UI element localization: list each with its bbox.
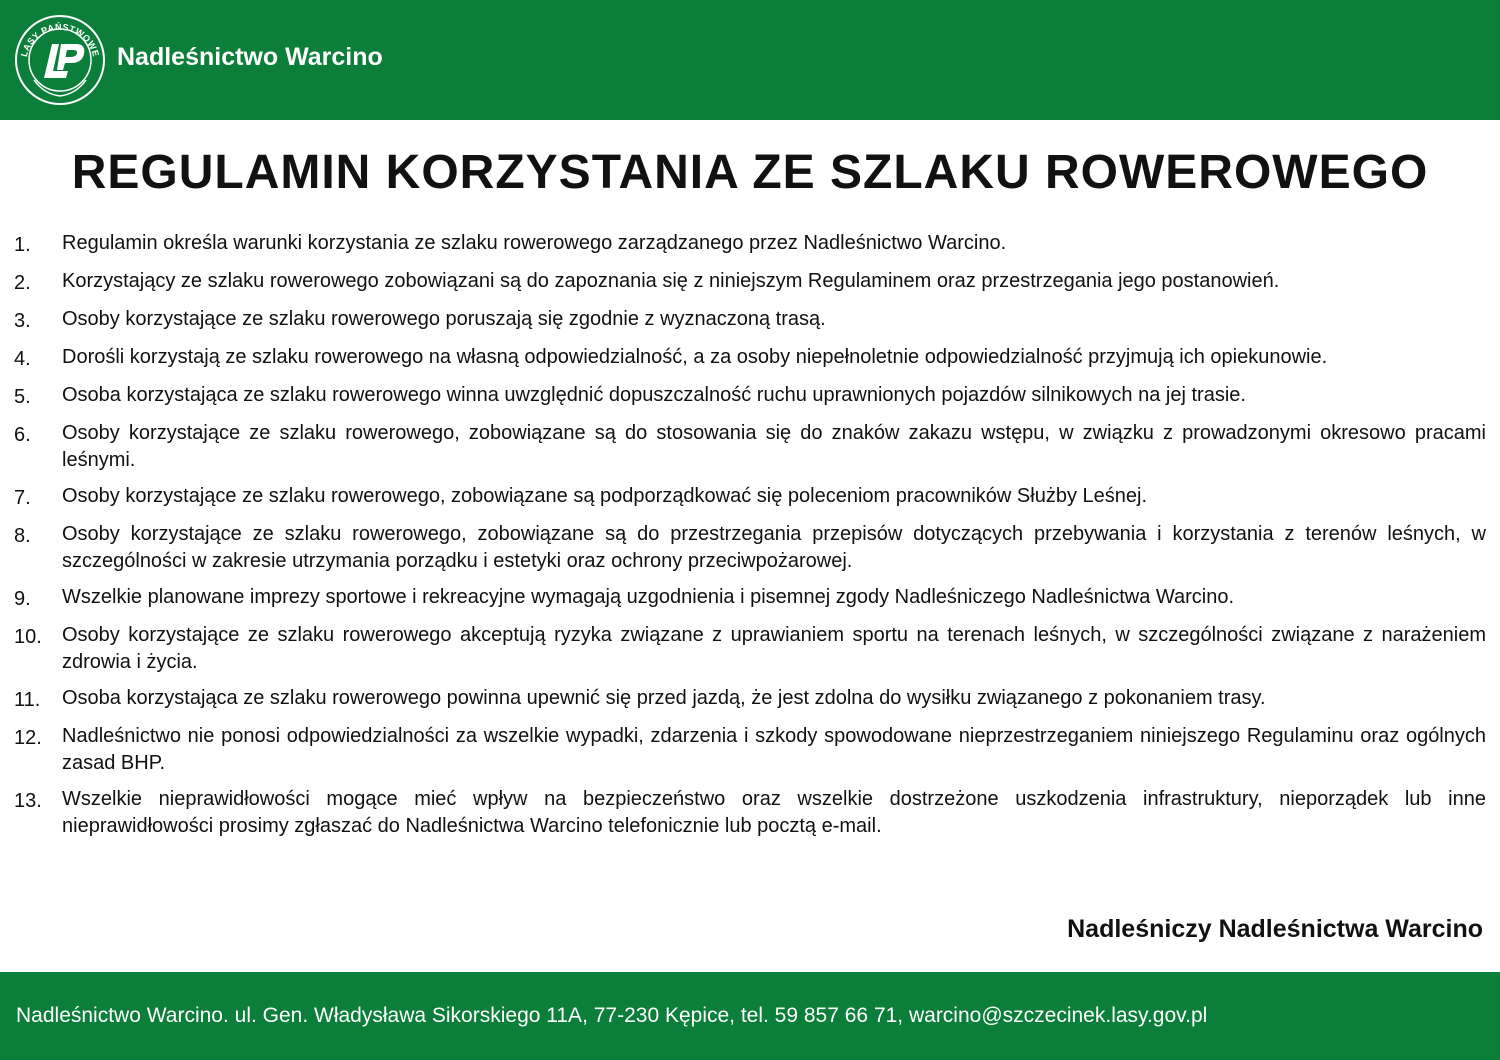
rule-item	[14, 306, 1486, 335]
rule-number: 4.	[14, 348, 31, 370]
rule-item	[14, 584, 1486, 613]
rule-number: 5.	[14, 386, 31, 408]
rules-list	[14, 230, 1486, 849]
rule-text: Osoba korzystająca ze szlaku rowerowego powinna upewnić się przed jazdą, że jest zdolna do wysiłku związanego z pokonaniem trasy.	[62, 687, 1266, 709]
rule-number: 10.	[14, 626, 42, 648]
rule-item	[14, 483, 1486, 512]
rule-number: 12.	[14, 727, 42, 749]
rule-item	[14, 230, 1486, 259]
rule-number: 7.	[14, 487, 31, 509]
rule-number: 8.	[14, 525, 31, 547]
header-bar	[0, 0, 1500, 120]
rule-item	[14, 622, 1486, 676]
brand-name: Nadleśnictwo Warcino	[117, 43, 383, 71]
rule-text: Nadleśnictwo nie ponosi odpowiedzialności za wszelkie wypadki, zdarzenia i szkody spowodowane nieprzestrzeganiem niniejszego Regulaminu oraz ogólnych zasad BHP.	[62, 725, 1486, 774]
rule-item	[14, 420, 1486, 474]
rule-number: 9.	[14, 588, 31, 610]
rule-text: Wszelkie nieprawidłowości mogące mieć wpływ na bezpieczeństwo oraz wszelkie dostrzeżone uszkodzenia infrastruktury, nieporządek lub inne nieprawidłowości prosimy zgłaszać do Nadleśnictwa Warcino telefonicznie lub pocztą e-mail.	[62, 788, 1486, 837]
footer-bar	[0, 972, 1500, 1060]
rule-item	[14, 521, 1486, 575]
footer-contact: Nadleśnictwo Warcino. ul. Gen. Władysława Sikorskiego 11A, 77-230 Kępice, tel. 59 857 66 71, warcino@szczecinek.lasy.gov.pl	[16, 1004, 1208, 1027]
page-title: REGULAMIN KORZYSTANIA ZE SZLAKU ROWEROWEGO	[71, 146, 1429, 199]
rule-item	[14, 382, 1486, 411]
svg-text:LASY PAŃSTWOWE: LASY PAŃSTWOWE	[18, 21, 102, 58]
rule-text: Osoba korzystająca ze szlaku rowerowego winna uwzględnić dopuszczalność ruchu uprawnionych pojazdów silnikowych na jej trasie.	[62, 384, 1246, 406]
rule-text: Osoby korzystające ze szlaku rowerowego, zobowiązane są do przestrzegania przepisów dotyczących przebywania i korzystania z terenów leśnych, w szczególności w zakresie utrzymania porządku i estetyki oraz ochrony przeciwpożarowej.	[62, 523, 1486, 572]
rule-text: Wszelkie planowane imprezy sportowe i rekreacyjne wymagają uzgodnienia i pisemnej zgody Nadleśniczego Nadleśnictwa Warcino.	[62, 586, 1235, 608]
rule-item	[14, 685, 1486, 714]
rule-text: Osoby korzystające ze szlaku rowerowego, zobowiązane są podporządkować się poleceniom pracowników Służby Leśnej.	[62, 485, 1148, 507]
signature: Nadleśniczy Nadleśnictwa Warcino	[1067, 915, 1483, 943]
rule-number: 2.	[14, 272, 31, 294]
rule-number: 6.	[14, 424, 31, 446]
rule-text: Dorośli korzystają ze szlaku rowerowego na własną odpowiedzialność, a za osoby niepełnoletnie odpowiedzialność przyjmują ich opiekunowie.	[62, 346, 1328, 368]
rule-number: 1.	[14, 234, 31, 256]
rule-text: Osoby korzystające ze szlaku rowerowego akceptują ryzyka związane z uprawianiem sportu na terenach leśnych, w szczególności związane z narażeniem zdrowia i życia.	[62, 624, 1486, 673]
rule-text: Osoby korzystające ze szlaku rowerowego, zobowiązane są do stosowania się do znaków zakazu wstępu, w związku z prowadzonymi okresowo pracami leśnymi.	[62, 422, 1486, 471]
rule-number: 13.	[14, 790, 42, 812]
rule-text: Korzystający ze szlaku rowerowego zobowiązani są do zapoznania się z niniejszym Regulaminem oraz przestrzegania jego postanowień.	[62, 270, 1280, 292]
rule-text: Regulamin określa warunki korzystania ze szlaku rowerowego zarządzanego przez Nadleśnictwo Warcino.	[62, 232, 1007, 254]
rule-item	[14, 786, 1486, 840]
rule-text: Osoby korzystające ze szlaku rowerowego poruszają się zgodnie z wyznaczoną trasą.	[62, 308, 826, 330]
rule-number: 3.	[14, 310, 31, 332]
rule-number: 11.	[14, 689, 41, 711]
rule-item	[14, 723, 1486, 777]
rule-item	[14, 268, 1486, 297]
rule-item	[14, 344, 1486, 373]
lasy-panstwowe-logo-icon	[14, 14, 106, 106]
